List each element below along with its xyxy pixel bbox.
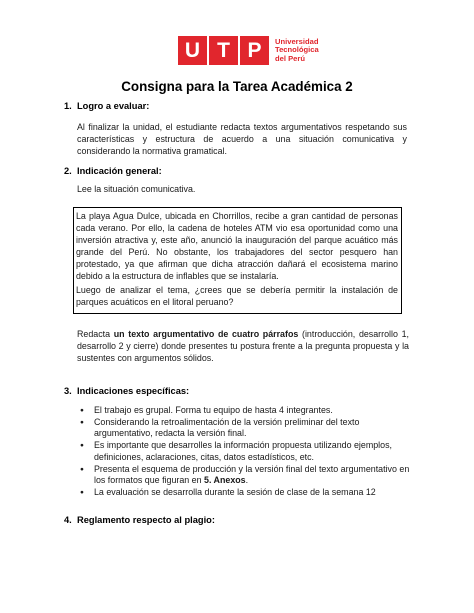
section-heading-2: 2. Indicación general: [64, 166, 162, 176]
indicaciones-list [80, 405, 410, 499]
list-item: ● Presenta el esquema de producción y la versión final del texto argumentativo en los formatos que figuran en 5. Anexos. [80, 464, 410, 487]
section-heading-3: 3. Indicaciones específicas: [64, 386, 190, 396]
document-title: Consigna para la Tarea Académica 2 [121, 79, 353, 94]
logo-university-name: Universidad Tecnológica del Perú [275, 36, 319, 63]
logo-letter-t: T [209, 36, 238, 65]
section-heading-4: 4. Reglamento respecto al plagio: [64, 515, 215, 525]
situacion-text: La playa Agua Dulce, ubicada en Chorrillos, recibe a gran cantidad de personas cada verano. Por ello, la cadena de hoteles ATM vio esa oportunidad como una inversión atractiva y, este año, anunció la inauguración del parque acuático más grande del Perú. No obstante, los trabajadores del sector pesquero han protestado, ya que afirman que dicha atracción dañará el ecosistema marino debido a la estructura de inflables que se instalaría. [76, 211, 398, 281]
utp-logo [178, 36, 319, 65]
list-item: ● Considerando la retroalimentación de la versión preliminar del texto argumentativo, redacta la versión final. [80, 417, 410, 440]
logo-letter-u: U [178, 36, 207, 65]
redacta-text: Redacta un texto argumentativo de cuatro párrafos (introducción, desarrollo 1, desarrollo 2 y cierre) donde presentes tu postura frente a la pregunta propuesta y la sustentes con argumentos sólidos. [77, 329, 409, 363]
pregunta-text: Luego de analizar el tema, ¿crees que se debería permitir la instalación de parques acuáticos en el litoral peruano? [76, 285, 398, 307]
section-heading-1: 1. Logro a evaluar: [64, 101, 150, 111]
logo-letter-p: P [240, 36, 269, 65]
list-item: ● El trabajo es grupal. Forma tu equipo de hasta 4 integrantes. [80, 405, 410, 417]
indicacion-intro: Lee la situación comunicativa. [77, 184, 196, 194]
list-item: ● La evaluación se desarrolla durante la sesión de clase de la semana 12 [80, 487, 410, 499]
list-item: ● Es importante que desarrolles la información propuesta utilizando ejemplos, definiciones, aclaraciones, citas, datos estadísticos, etc. [80, 440, 410, 463]
logro-text: Al finalizar la unidad, el estudiante redacta textos argumentativos respetando sus características y estructura de acuerdo a una situación comunicativa y considerando la normativa gramatical. [77, 122, 407, 156]
